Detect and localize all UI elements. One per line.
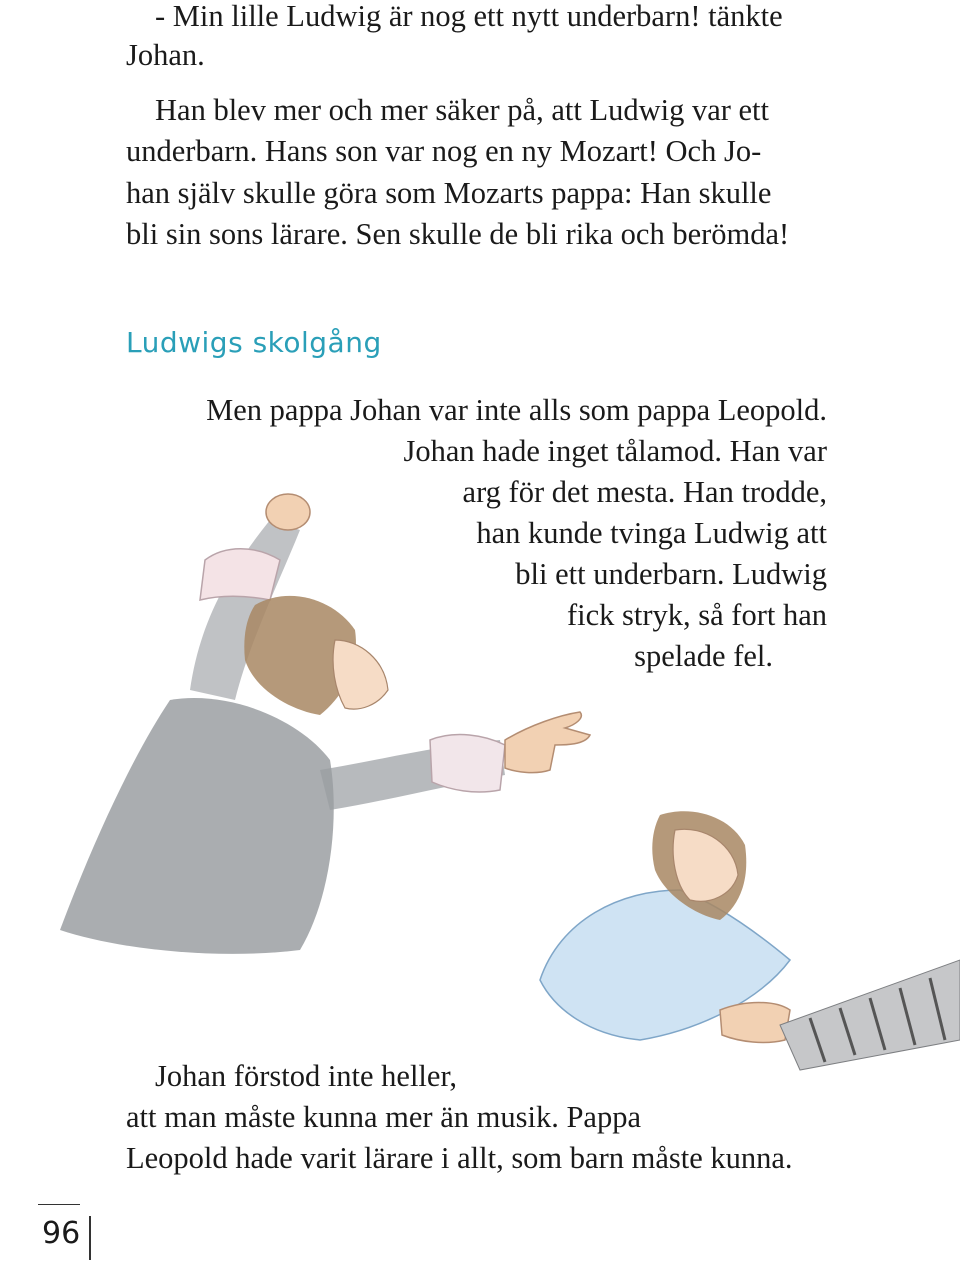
johan-cuff-raised (200, 549, 280, 600)
paragraph-1-line-1: - Min lille Ludwig är nog ett nytt underbarn! tänkte (155, 0, 783, 33)
page-number: 96 (42, 1216, 81, 1251)
johan-face (333, 640, 388, 709)
piano-keys (780, 960, 960, 1070)
johan-body (60, 698, 334, 954)
folio-rule (38, 1204, 80, 1205)
folio-bar (89, 1216, 91, 1260)
paragraph-3-line-2: Johan hade inget tålamod. Han var (403, 434, 827, 468)
paragraph-3-line-7: spelade fel. (634, 639, 773, 673)
johan-cuff-forward (430, 735, 505, 792)
paragraph-4-line-1: Johan förstod inte heller, (155, 1059, 458, 1093)
paragraph-2-line-4: bli sin sons lärare. Sen skulle de bli rika och berömda! (126, 217, 790, 251)
paragraph-2-line-2: underbarn. Hans son var nog en ny Mozart! Och Jo- (126, 134, 762, 168)
johan-fist (266, 494, 310, 530)
johan-open-hand (505, 712, 590, 773)
ludwig-hand (720, 1003, 790, 1043)
paragraph-3-line-5: bli ett underbarn. Ludwig (515, 557, 827, 591)
paragraph-4-line-2: att man måste kunna mer än musik. Pappa (126, 1100, 641, 1134)
paragraph-3-line-6: fick stryk, så fort han (566, 598, 827, 632)
paragraph-2-line-1: Han blev mer och mer säker på, att Ludwig var ett (155, 93, 770, 127)
paragraph-3-line-3: arg för det mesta. Han trodde, (462, 475, 827, 509)
paragraph-3-line-1: Men pappa Johan var inte alls som pappa Leopold. (206, 393, 827, 427)
paragraph-4-line-3: Leopold hade varit lärare i allt, som barn måste kunna. (126, 1141, 793, 1175)
paragraph-2-line-3: han själv skulle göra som Mozarts pappa: Han skulle (126, 176, 772, 210)
paragraph-1-line-2: Johan. (126, 38, 205, 72)
section-heading: Ludwigs skolgång (126, 326, 382, 359)
paragraph-3-line-4: han kunde tvinga Ludwig att (476, 516, 827, 550)
